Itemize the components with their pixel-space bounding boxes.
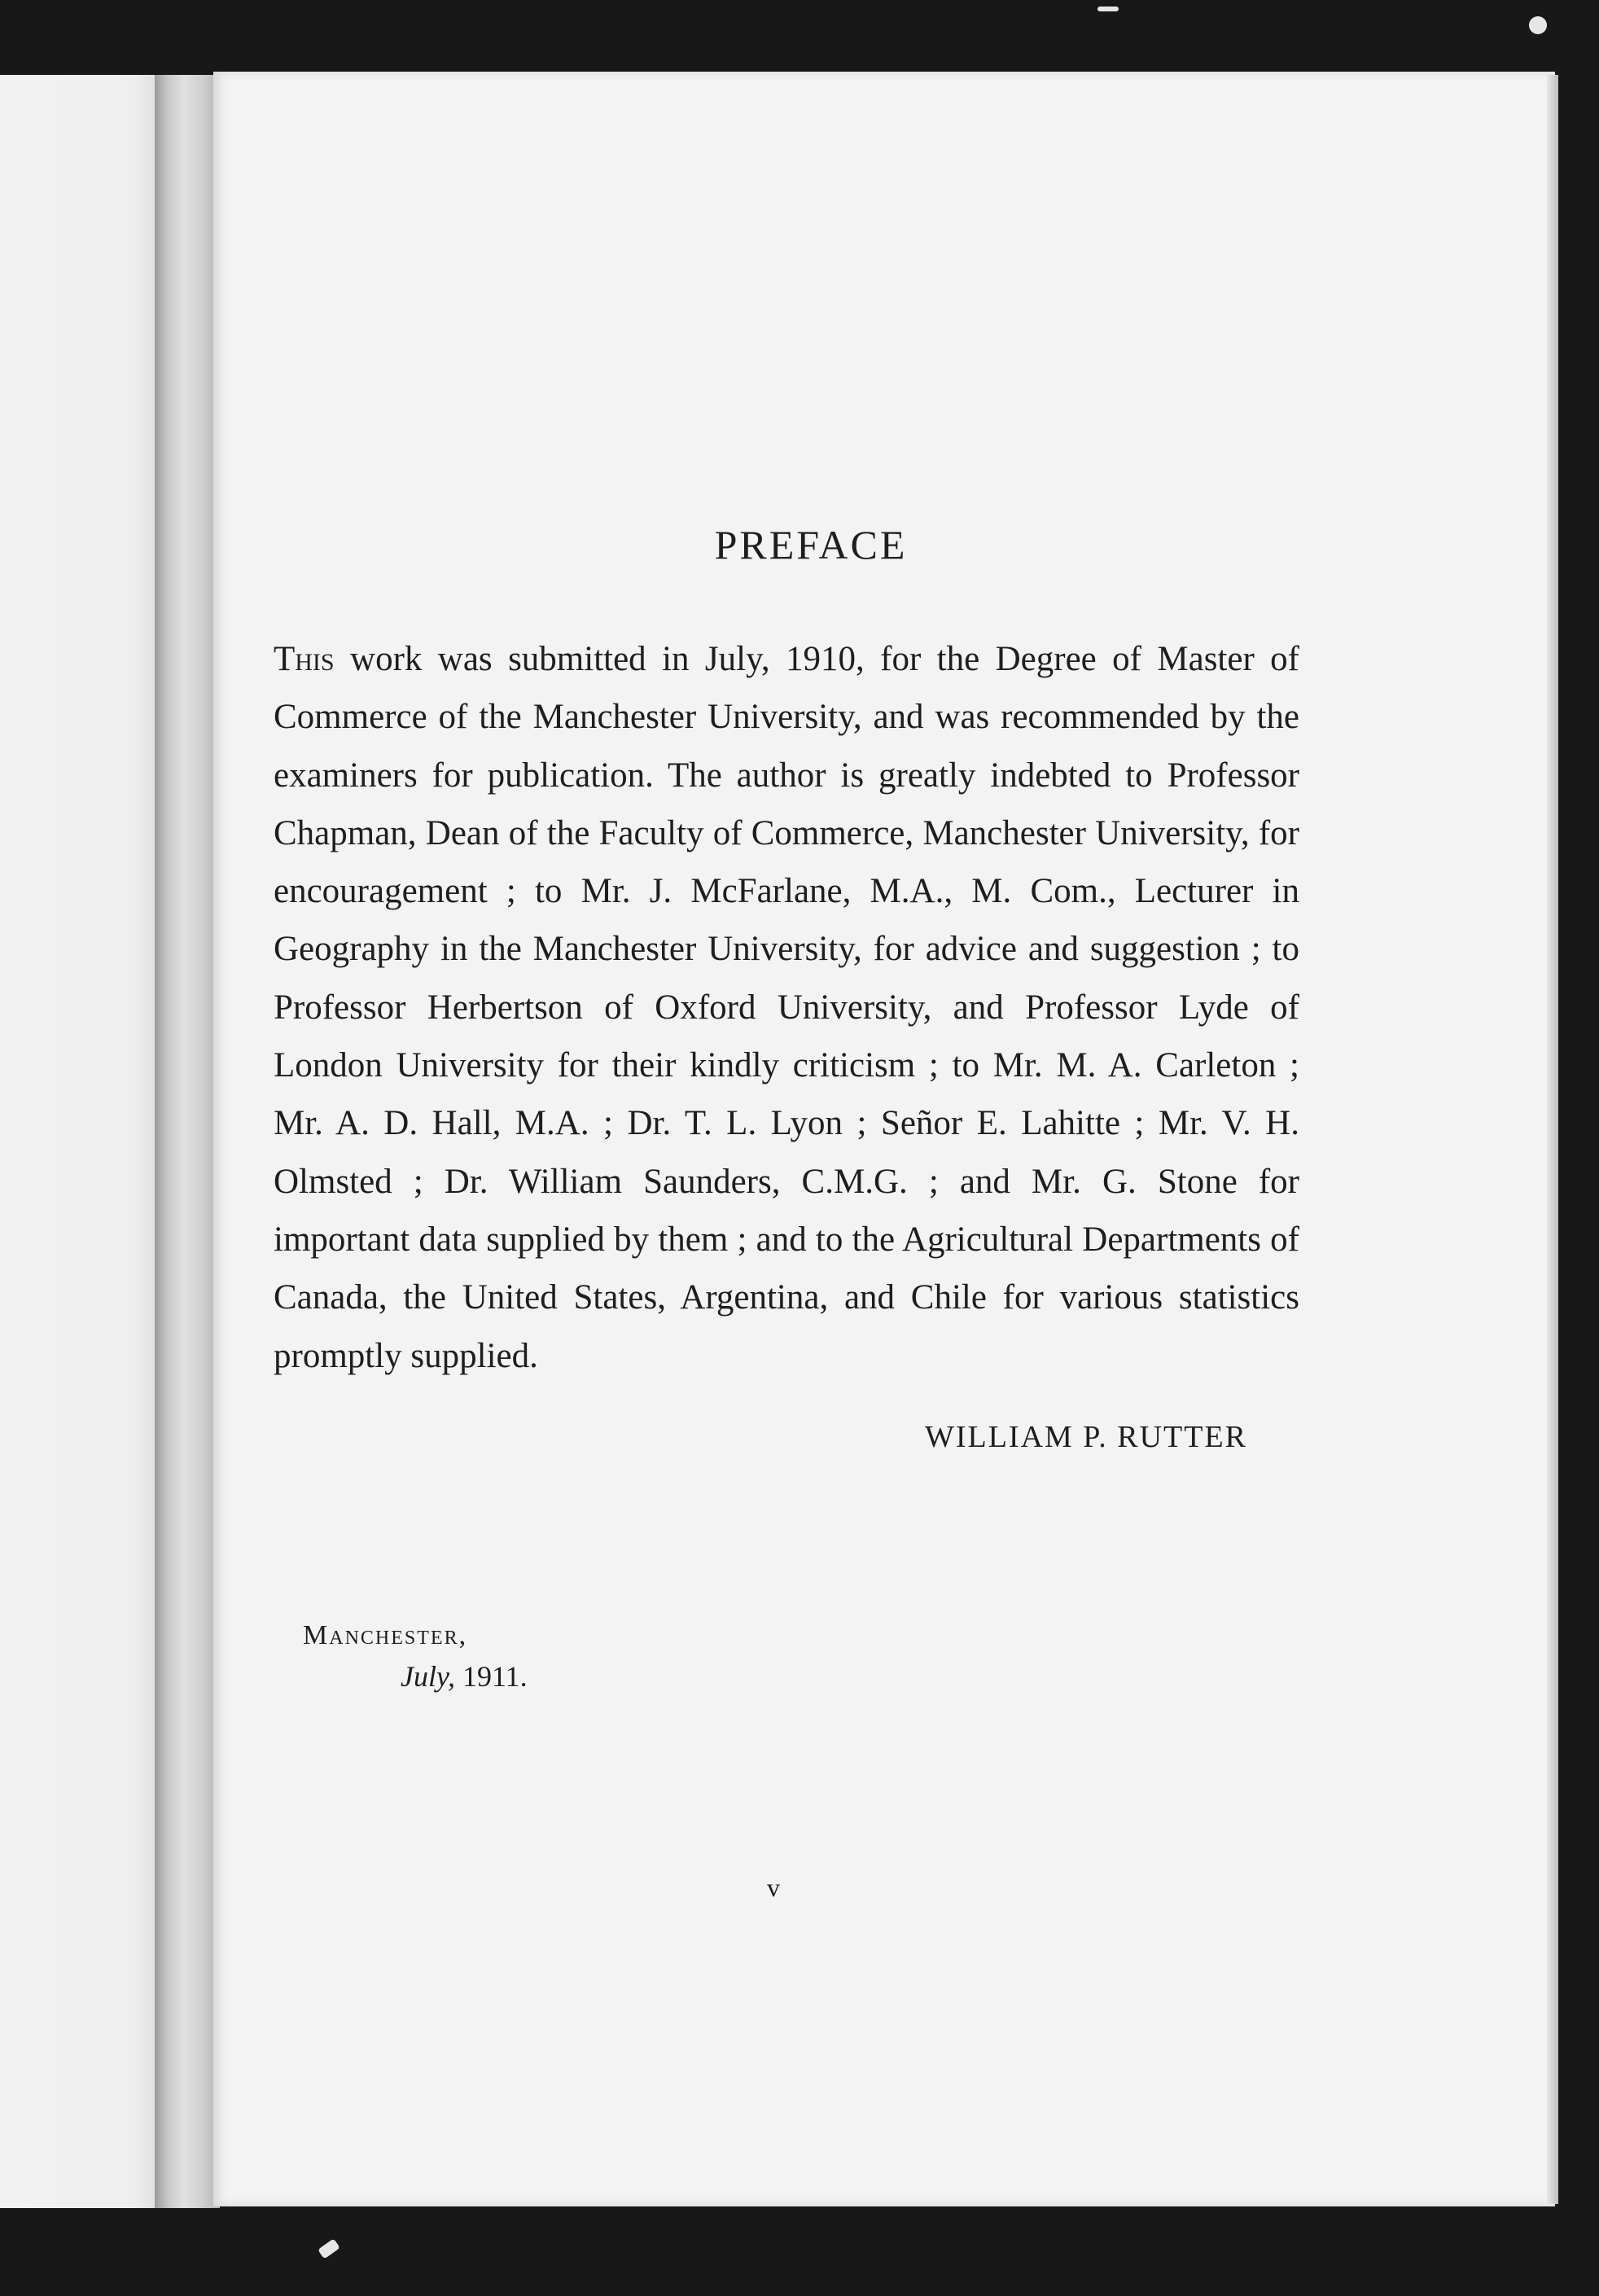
- author-signature: WILLIAM P. RUTTER: [924, 1419, 1247, 1454]
- right-page-edge: [1547, 75, 1558, 2204]
- paragraph-body: work was submitted in July, 1910, for the Degree of Master of Commerce of the Manchester University, and was recommended by the examiners for publication. The author is greatly indebted to Professor Chapman, Dean of the Faculty of Commerce, Manchester University, for encouragement ; to Mr. J. McFarlane, M.A., M. Com., Lecturer in Geography in the Manchester University, for advice and suggestion ; to Professor Herbertson of Oxford University, and Professor Lyde of London University for their kindly criticism ; to Mr. M. A. Carleton ; Mr. A. D. Hall, M.A. ; Dr. T. L. Lyon ; Señor E. Lahitte ; Mr. V. H. Olmsted ; Dr. William Saunders, C.M.G. ; and Mr. G. Stone for important data supplied by them ; and to the Agricultural Departments of Canada, the United States, Argentina, and Chile for various statistics promptly supplied.: [274, 640, 1299, 1375]
- page-number: v: [767, 1873, 780, 1902]
- date-year: 1911.: [462, 1660, 528, 1693]
- dust-speck: [318, 2238, 340, 2259]
- paragraph-first-word: This: [274, 640, 335, 678]
- dust-speck: [1097, 7, 1119, 11]
- place-and-date: [303, 1620, 528, 1694]
- dust-speck: [1529, 16, 1547, 34]
- book-gutter: [155, 75, 220, 2208]
- date-line: [401, 1659, 528, 1694]
- preface-content: [274, 521, 1299, 1455]
- preface-paragraph: [274, 630, 1299, 1385]
- date-month: July,: [401, 1660, 455, 1693]
- left-page-edge: [0, 75, 167, 2208]
- page-title: PREFACE: [714, 522, 908, 567]
- place-line: Manchester,: [303, 1620, 468, 1650]
